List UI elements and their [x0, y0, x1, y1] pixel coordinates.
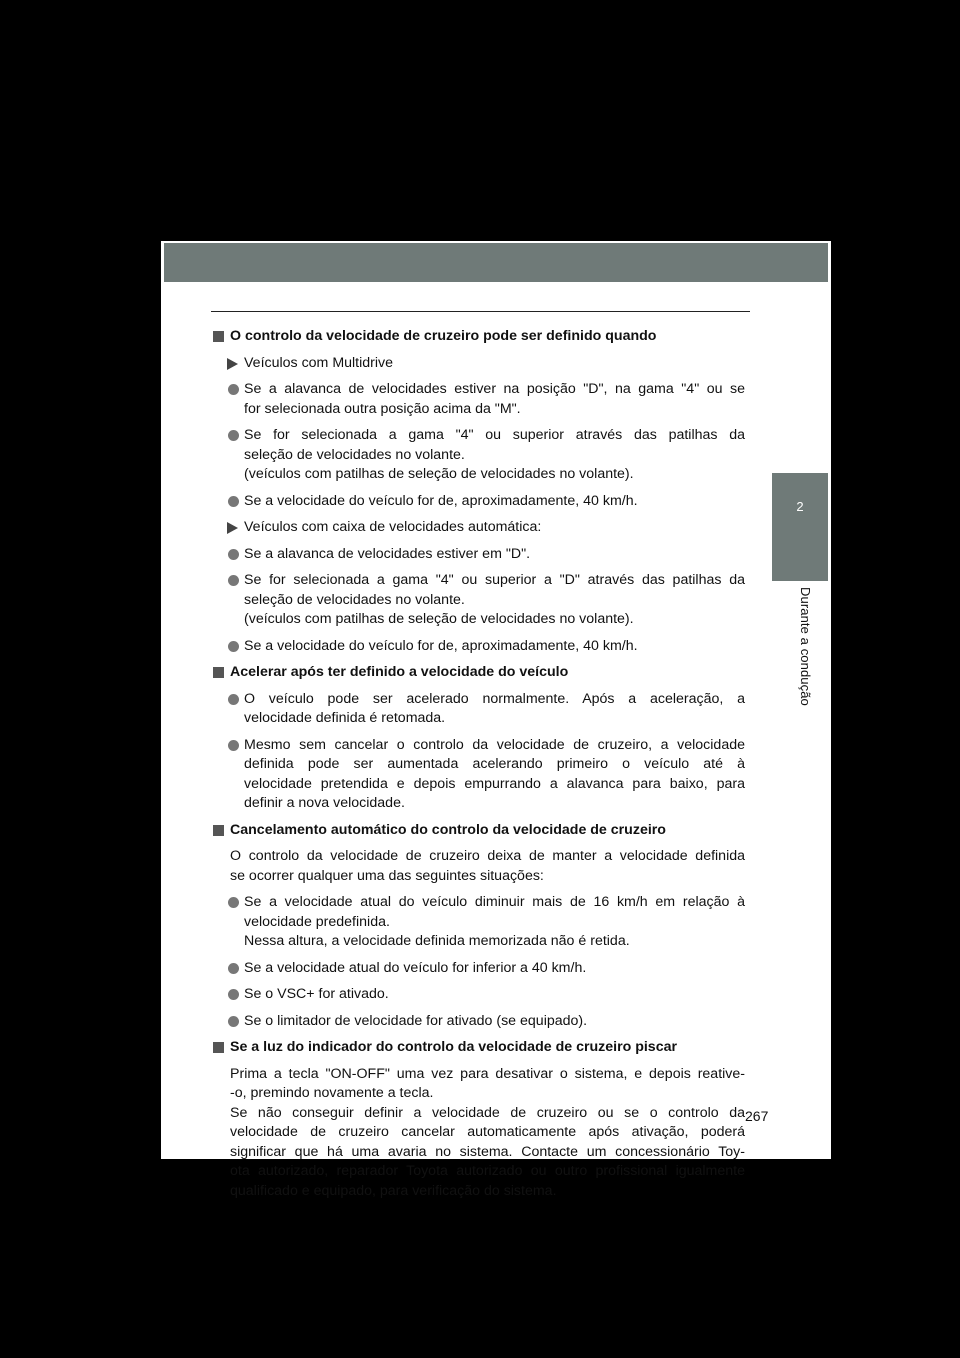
top-rule [211, 311, 750, 312]
section-heading: Cancelamento automático do controlo da velocidade de cruzeiro [213, 821, 745, 841]
bullet-item: Se a alavanca de velocidades estiver em "D". [213, 545, 745, 565]
paragraph: Prima a tecla "ON-OFF" uma vez para desativar o sistema, e depois reative- -o, premindo novamente a tecla. Se não conseguir definir a velocidade de cruzeiro ou se o controlo da velocidade de cruzeiro cancelar automaticamente após ativação, poderá significar que há uma avaria no sistema. Contacte um concessionário Toy- ota autorizado, reparador Toyota autorizado ou outro profissional igualmente qualificado e equipado, para verificação do sistema. [230, 1065, 745, 1199]
bullet-item: Se a velocidade do veículo for de, aproximadamente, 40 km/h. [213, 492, 745, 512]
triangle-icon [227, 522, 238, 534]
header-bar [164, 243, 828, 282]
bullet-item: Se a alavanca de velocidades estiver na posição "D", na gama "4" ou se for selecionada outra posição acima da "M". [213, 380, 745, 419]
sub-item: Veículos com Multidrive [213, 354, 745, 374]
bullet-item: Se o VSC+ for ativado. [213, 985, 745, 1005]
sub-item: Veículos com caixa de velocidades automática: [213, 518, 745, 538]
bullet-item: Se for selecionada a gama "4" ou superior a "D" através das patilhas da seleção de velocidades no volante. (veículos com patilhas de seleção de velocidades no volante). [213, 571, 745, 630]
triangle-icon [227, 358, 238, 370]
bullet-item: Se a velocidade atual do veículo for inferior a 40 km/h. [213, 959, 745, 979]
bullet-item: Se o limitador de velocidade for ativado (se equipado). [213, 1012, 745, 1032]
chapter-tab [772, 473, 828, 581]
paragraph: O controlo da velocidade de cruzeiro deixa de manter a velocidade definida se ocorrer qualquer uma das seguintes situações: [230, 848, 745, 884]
bullet-item: Se a velocidade atual do veículo diminuir mais de 16 km/h em relação à velocidade predefinida. Nessa altura, a velocidade definida memorizada não é retida. [213, 893, 745, 952]
chapter-number: 2 [796, 499, 804, 514]
page-content [213, 327, 745, 1208]
bullet-item: O veículo pode ser acelerado normalmente. Após a aceleração, a velocidade definida é retomada. [213, 690, 745, 729]
section-heading: Se a luz do indicador do controlo da velocidade de cruzeiro piscar [213, 1038, 745, 1058]
bullet-item: Se a velocidade do veículo for de, aproximadamente, 40 km/h. [213, 637, 745, 657]
page-number: 267 [745, 1108, 769, 1124]
manual-page [161, 241, 831, 1199]
section-heading: Acelerar após ter definido a velocidade do veículo [213, 663, 745, 683]
bullet-item: Se for selecionada a gama "4" ou superior através das patilhas da seleção de velocidades no volante. (veículos com patilhas de seleção de velocidades no volante). [213, 426, 745, 485]
section-heading: O controlo da velocidade de cruzeiro pode ser definido quando [213, 327, 745, 347]
bullet-item: Mesmo sem cancelar o controlo da velocidade de cruzeiro, a velocidade definida pode ser aumentada acelerando primeiro o veículo até à velocidade pretendida e depois empurrando a alavanca para baixo, para definir a nova velocidade. [213, 736, 745, 814]
chapter-title: Durante a condução [798, 587, 813, 706]
